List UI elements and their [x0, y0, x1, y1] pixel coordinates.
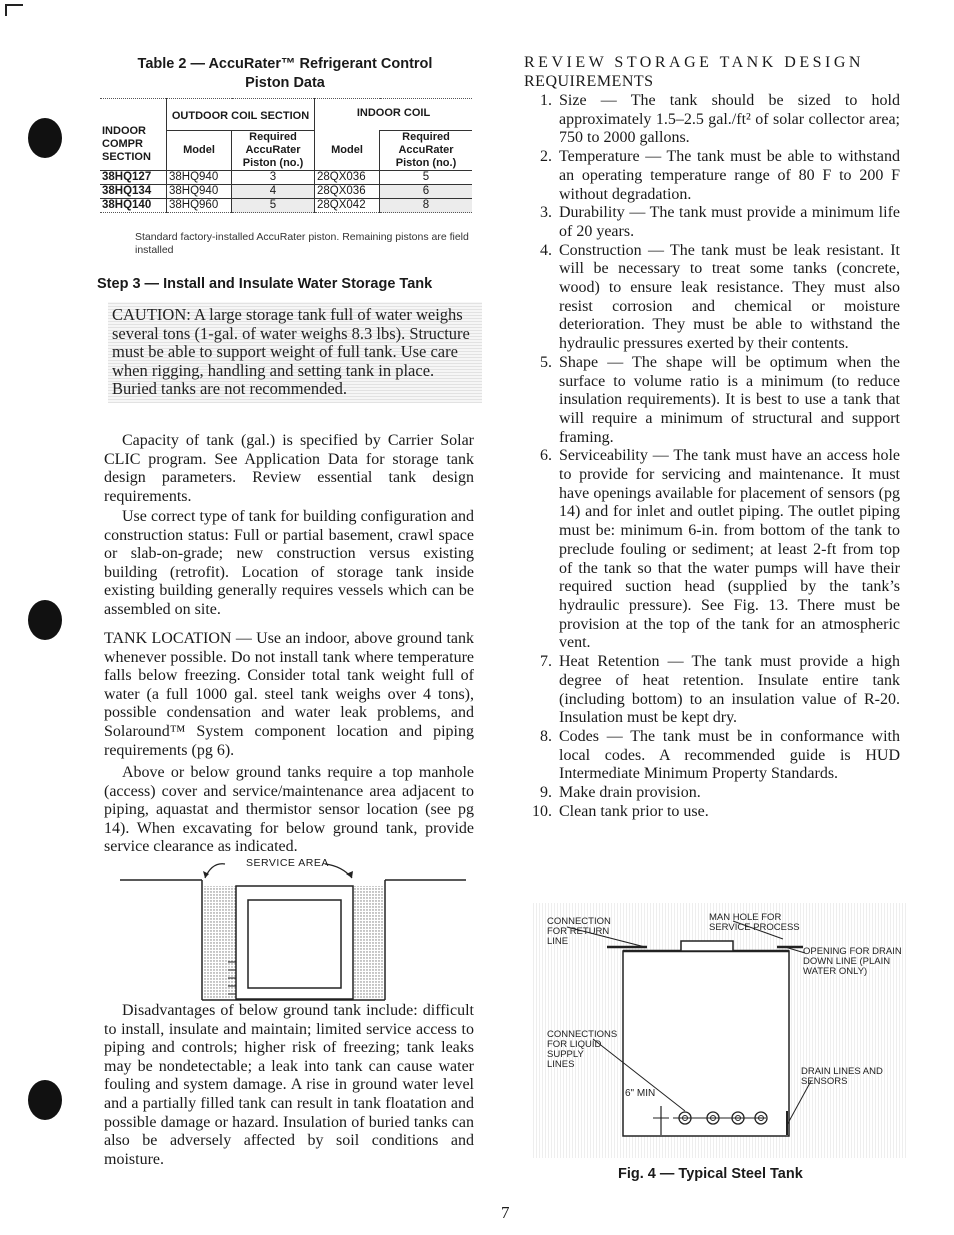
punch-hole	[28, 1080, 62, 1120]
service-area-arrow-left	[205, 864, 225, 878]
list-item: 2. Temperature — The tank must be able to withstand an operating temperature range of 80 F to 200 F without degradation.	[540, 148, 900, 203]
table-row: 38HQ140 38HQ960 5 28QX042 8	[100, 199, 472, 213]
piston-data-table	[100, 98, 472, 213]
list-item: 6. Serviceability — The tank must have an access hole to provide for servicing and maintenance. It must have openings available for placement of sensors (pg 14) and for inlet and outlet piping. The outlet piping must be: minimum 6-in. from bottom of the tank to preclude fouling or sediment; at least 2-ft from top of the tank so that the water pumps will have their required suction head (supplied by the tank’s hydraulic pressure). See Fig. 13. There must be provision at the top of the tank for an atmospheric vent.	[540, 447, 900, 652]
table-row: 38HQ134 38HQ940 4 28QX036 6	[100, 185, 472, 199]
backfill-right	[353, 886, 384, 999]
caution-box: CAUTION: A large storage tank full of water weighs several tons (1-gal. of water weighs 8.3 lbs). Structure must be able to support weight of full tank. Use care when rigging, handling and setting tank in place. Buried tanks are not recommended.	[108, 302, 482, 403]
list-item: 4. Construction — The tank must be leak resistant. It will be necessary to treat some tanks (concrete, wood) to ensure leak resistance. They must also resist corrosion and chemical or moisture deterioration. They must be able to withstand the hydraulic pressures exerted by their contents.	[540, 241, 900, 353]
table-footnote: Standard factory-installed AccuRater piston. Remaining pistons are field installed	[135, 231, 469, 256]
col-header-indoor-piston: Required AccuRater Piston (no.)	[380, 131, 473, 171]
backfill-left	[203, 886, 236, 999]
design-requirements-heading-2: REQUIREMENTS	[524, 73, 654, 90]
list-item: 1. Size — The tank should be sized to hold approximately 1.5–2.5 gal./ft² of solar collector area; 750 to 2000 gallons.	[540, 92, 900, 147]
paragraph-manhole: Above or below ground tanks require a top manhole (access) cover and service/maintenance area adjacent to piping, aquastat and thermistor sensor location (see pg 14). When excavating for below ground tank, provide service clearance as indicated.	[104, 764, 474, 856]
manhole-cover	[681, 941, 733, 951]
tank-body	[623, 951, 789, 1136]
label-liquid-supply: CONNECTIONS FOR LIQUID SUPPLY LINES	[547, 1029, 618, 1070]
step3-heading: Step 3 — Install and Insulate Water Storage Tank	[97, 276, 433, 292]
col-header-indoor-compr: INDOOR COMPR SECTION	[100, 99, 167, 171]
requirements-list	[524, 92, 900, 821]
table-title-line1: Table 2 — AccuRater™ Refrigerant Control	[137, 56, 433, 72]
table-title-line2: Piston Data	[245, 75, 325, 91]
corner-crop-mark	[5, 4, 23, 16]
col-header-outdoor-coil: OUTDOOR COIL SECTION	[167, 99, 315, 131]
table-row: 38HQ127 38HQ940 3 28QX036 5	[100, 171, 472, 185]
punch-hole	[28, 600, 62, 640]
paragraph-tank-location: TANK LOCATION — Use an indoor, above ground tank whenever possible. Do not install tank where temperature falls below freezing. Consider total tank weight full of water (a full 1000 gal. steel tank weighs over 4 tons), possible condensation and water leak problems, and Solaround™ System component location and piping requirements (pg 6).	[104, 630, 474, 759]
service-area-label: SERVICE AREA	[246, 857, 329, 869]
label-6in-min: 6" MIN	[625, 1088, 656, 1099]
figure-caption: Fig. 4 — Typical Steel Tank	[618, 1166, 803, 1182]
list-item: 8. Codes — The tank must be in conformance with local codes. A recommended guide is HUD Intermediate Minimum Property Standards.	[540, 727, 900, 783]
tank-inner	[248, 900, 341, 988]
paragraph-tank-type: Use correct type of tank for building configuration and construction status: Full or partial basement, crawl space or slab-on-grade; new construction versus existing building (retrofit). Location of storage tank inside existing building generally requires vessels which can be assembled on site.	[104, 508, 474, 618]
label-drain-sensors: DRAIN LINES AND SENSORS	[801, 1066, 883, 1087]
service-area-arrow-right	[325, 864, 352, 878]
label-drain-down: OPENING FOR DRAIN DOWN LINE (PLAIN WATER ONLY)	[803, 946, 902, 977]
col-header-indoor-model: Model	[315, 131, 380, 171]
label-manhole: MAN HOLE FOR SERVICE PROCESS	[709, 912, 800, 933]
fig4-typical-steel-tank	[533, 903, 907, 1158]
paragraph-capacity: Capacity of tank (gal.) is specified by Carrier Solar CLIC program. See Application Data for storage tank design parameters. Review essential tank design requirements.	[104, 432, 474, 505]
below-ground-tank-diagram	[120, 852, 466, 1002]
list-item: 3. Durability — The tank must provide a minimum life of 20 years.	[540, 204, 900, 240]
label-return-line: CONNECTION FOR RETURN LINE	[547, 916, 611, 947]
list-item: 5. Shape — The shape will be optimum when the surface to volume ratio is a minimum (to reduce insulation requirements). It is best to use a tank that will require a minimum of structural and support framing.	[540, 353, 900, 446]
list-item: 9. Make drain provision.	[540, 784, 701, 802]
page-number: 7	[501, 1203, 510, 1222]
col-header-indoor-coil: INDOOR COIL	[315, 99, 473, 131]
paragraph-disadvantages: Disadvantages of below ground tank include: difficult to install, insulate and maintain; limited service access to piping and controls; higher risk of freezing; tank leaks may be nondetectable; a leak into tank can cause water fouling and system damage. A rise in ground water level and a partially filled tank can result in tank floatation and possible damage or hazard. Insulation of buried tanks can also be adversely affected by soil conditions and moisture.	[104, 1002, 474, 1168]
col-header-outdoor-model: Model	[167, 131, 232, 171]
list-item: 7. Heat Retention — The tank must provide a high degree of heat retention. Insulate entire tank (including bottom) to an insulation value of R-20. Insulation must be kept dry.	[540, 653, 900, 727]
punch-hole	[28, 118, 62, 158]
list-item: 10. Clean tank prior to use.	[532, 802, 709, 820]
table-title	[100, 55, 470, 93]
col-header-outdoor-piston: Required AccuRater Piston (no.)	[232, 131, 315, 171]
design-requirements-heading: REVIEW STORAGE TANK DESIGN	[524, 54, 864, 71]
